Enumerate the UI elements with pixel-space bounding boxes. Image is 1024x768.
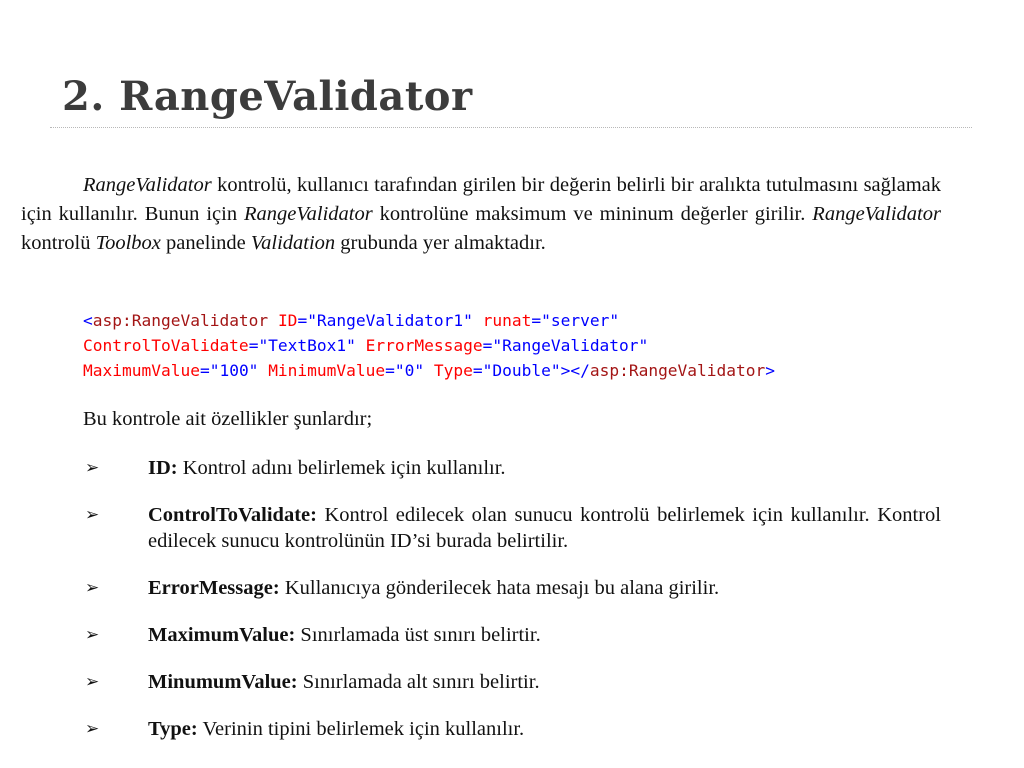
list-item	[83, 502, 941, 554]
property-name: Type:	[148, 718, 198, 740]
arrow-bullet-icon: ➢	[85, 458, 100, 478]
code-attr-value: "100"	[209, 361, 259, 380]
slide-title: 2. RangeValidator	[62, 73, 473, 120]
arrow-bullet-icon: ➢	[85, 719, 100, 739]
code-attr-value: "0"	[394, 361, 425, 380]
code-attr-name: ControlToValidate	[83, 336, 249, 355]
property-description: Kontrol adını belirlemek için kullanılır.	[177, 457, 506, 479]
code-attr-name: ErrorMessage	[365, 336, 483, 355]
title-divider	[50, 127, 972, 128]
property-name: MinumumValue:	[148, 671, 298, 693]
list-item	[83, 622, 941, 648]
property-description: Kullanıcıya gönderilecek hata mesajı bu alana girilir.	[279, 577, 720, 599]
code-attr-value: "TextBox1"	[258, 336, 356, 355]
code-attr-name: ID	[277, 311, 298, 330]
code-equals: =	[297, 311, 308, 330]
property-name: ErrorMessage:	[148, 577, 280, 599]
intro-term: Validation	[250, 232, 336, 254]
code-equals: =	[482, 336, 493, 355]
code-attr-name: MaximumValue	[83, 361, 200, 380]
property-description: Verinin tipini belirlemek için kullanılır.	[197, 718, 525, 740]
intro-text: kontrolü	[21, 232, 96, 254]
property-description: Kontrol edilecek olan sunucu kontrolü belirlemek için kullanılır. Kontrol edilecek sunucu kontrolünün ID’si burada belirtilir.	[148, 504, 941, 552]
list-item	[83, 716, 941, 742]
properties-list	[83, 455, 941, 763]
arrow-bullet-icon: ➢	[85, 625, 100, 645]
properties-intro: Bu kontrole ait özellikler şunlardır;	[83, 408, 373, 430]
list-item	[83, 575, 941, 601]
intro-term: RangeValidator	[812, 203, 941, 225]
code-equals: =	[472, 361, 483, 380]
intro-text: kontrolüne maksimum ve mininum değerler girilir.	[372, 203, 813, 225]
code-attr-value: "RangeValidator1"	[307, 311, 473, 330]
intro-text: grubunda yer almaktadır.	[335, 232, 546, 254]
code-attr-value: "RangeValidator"	[492, 336, 649, 355]
code-tag-name: asp:RangeValidator	[589, 361, 766, 380]
code-bracket: <	[83, 311, 93, 330]
code-attr-value: "Double"	[482, 361, 561, 380]
intro-text: kontrolü, kullanıcı tarafından girilen bir değerin belirli bir aralıkta tutulmasını sağlamak için kullanılır. Bunun için	[21, 174, 941, 225]
property-name: MaximumValue:	[148, 624, 296, 646]
code-bracket: >	[765, 361, 776, 380]
arrow-bullet-icon: ➢	[85, 672, 100, 692]
intro-paragraph	[21, 171, 941, 258]
list-item	[83, 669, 941, 695]
code-tag-name: asp:RangeValidator	[92, 311, 269, 330]
code-attr-name: runat	[482, 311, 532, 330]
code-equals: =	[199, 361, 210, 380]
code-equals: =	[248, 336, 259, 355]
code-equals: =	[531, 311, 542, 330]
property-name: ID:	[148, 457, 178, 479]
code-bracket: ></	[560, 361, 590, 380]
code-attr-name: MinimumValue	[268, 361, 386, 380]
code-attr-name: Type	[433, 361, 473, 380]
intro-term: RangeValidator	[83, 174, 212, 196]
property-description: Sınırlamada alt sınırı belirtir.	[297, 671, 540, 693]
property-description: Sınırlamada üst sınırı belirtir.	[295, 624, 541, 646]
code-equals: =	[385, 361, 395, 380]
intro-text: panelinde	[160, 232, 251, 254]
intro-term: Toolbox	[95, 232, 161, 254]
code-attr-value: "server"	[541, 311, 620, 330]
arrow-bullet-icon: ➢	[85, 578, 100, 598]
arrow-bullet-icon: ➢	[85, 505, 100, 525]
code-sample	[83, 308, 775, 383]
intro-term: RangeValidator	[244, 203, 373, 225]
property-name: ControlToValidate:	[148, 504, 317, 526]
list-item	[83, 455, 941, 481]
